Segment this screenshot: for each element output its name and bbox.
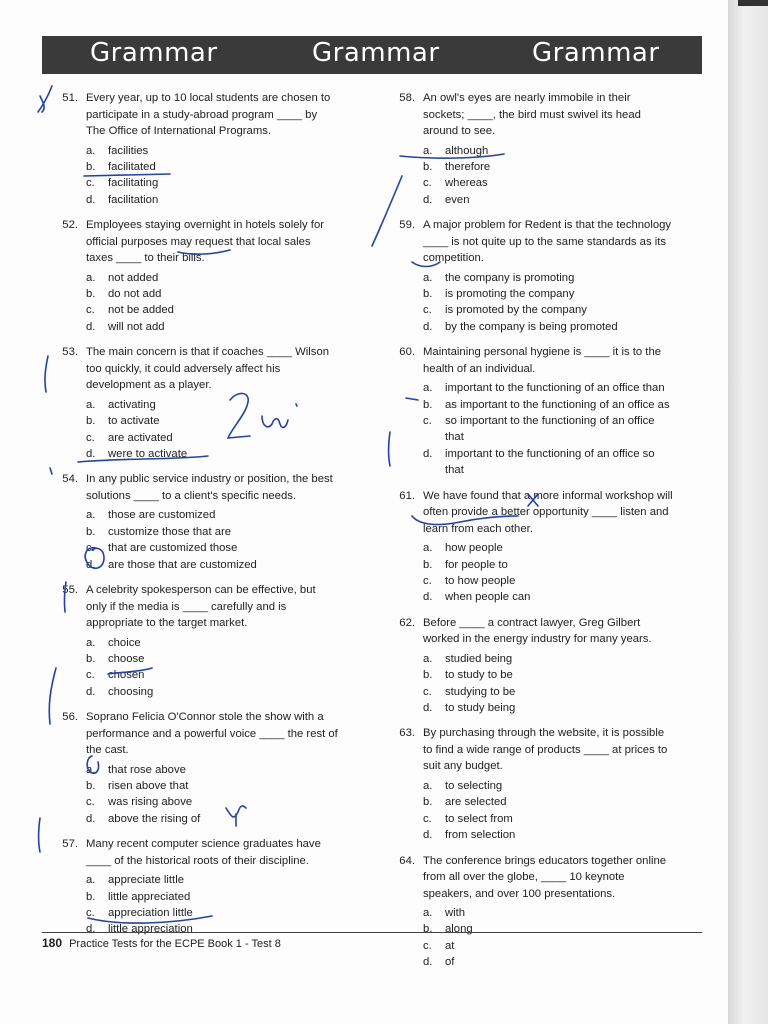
option-letter: d. [423, 591, 433, 604]
question-number: 54. [62, 473, 78, 486]
option-letter: a. [86, 636, 96, 649]
option-text: that are customized those [108, 542, 238, 555]
answer-option [86, 159, 338, 175]
answer-option [423, 397, 675, 413]
option-text: to selecting [445, 779, 503, 792]
answer-option [423, 446, 675, 479]
answer-option [423, 380, 675, 396]
option-letter: c. [423, 939, 432, 952]
option-text: to study being [445, 702, 516, 715]
option-text: choosing [108, 685, 154, 698]
question-text: We have found that a more informal workshop will often provide a better opportunity ____ listen and learn from each other. [423, 489, 673, 535]
question-number: 62. [399, 616, 415, 629]
option-letter: a. [86, 398, 96, 411]
question-number: 58. [399, 92, 415, 104]
option-text: as important to the functioning of an office as [445, 398, 670, 411]
option-text: although [445, 144, 489, 157]
option-text: was rising above [108, 796, 193, 809]
option-letter: d. [86, 812, 96, 825]
option-letter: b. [423, 160, 433, 173]
option-letter: c. [423, 177, 432, 190]
question-item [385, 853, 675, 971]
question-text: Maintaining personal hygiene is ____ it is to the health of an individual. [423, 346, 662, 375]
question-item [48, 709, 338, 827]
option-letter: b. [423, 923, 433, 936]
question-item [385, 488, 675, 606]
option-letter: b. [423, 398, 433, 411]
question-text: In any public service industry or position, the best solutions ____ to a client's specific needs. [86, 473, 333, 502]
option-letter: c. [423, 685, 432, 698]
option-text: how people [445, 542, 503, 555]
answer-option [86, 319, 338, 335]
book-title: Practice Tests for the ECPE Book 1 - Test 8 [69, 938, 281, 950]
option-letter: c. [423, 575, 432, 587]
question-text: Employees staying overnight in hotels solely for official purposes may request that local sales taxes ____ to their bills. [86, 219, 324, 265]
answer-option [86, 872, 338, 888]
option-text: to study to be [445, 669, 513, 682]
question-text: Soprano Felicia O'Connor stole the show with a performance and a powerful voice ____ the rest of the cast. [86, 711, 338, 757]
option-letter: c. [86, 669, 95, 682]
option-letter: b. [423, 558, 433, 571]
option-text: studying to be [445, 685, 516, 698]
answer-option [423, 143, 675, 159]
question-item [385, 90, 675, 208]
answer-option [423, 175, 675, 191]
answer-option [423, 413, 675, 446]
banner-word-2: Grammar [312, 38, 440, 68]
option-text: facilities [108, 144, 149, 157]
question-text: A celebrity spokesperson can be effective, but only if the media is ____ carefully and is appropriate to the target market. [86, 584, 316, 629]
answer-option [423, 270, 675, 286]
option-text: appreciate little [108, 874, 184, 887]
question-text: By purchasing through the website, it is possible to find a wide range of products ____ at prices to suit any budget. [423, 727, 668, 773]
answer-option [423, 192, 675, 208]
answer-option [86, 811, 338, 827]
option-text: were to activate [108, 447, 188, 460]
answer-option [423, 651, 675, 667]
option-text: along [445, 923, 473, 936]
right-question-column [385, 90, 675, 980]
question-text: The conference brings educators together online from all over the globe, ____ 10 keynote speakers, and over 100 presentations. [423, 854, 667, 900]
option-letter: b. [86, 780, 96, 793]
answer-option [423, 667, 675, 683]
question-item [48, 836, 338, 938]
answer-option [86, 397, 338, 413]
question-number: 59. [399, 219, 415, 232]
question-item [385, 344, 675, 478]
option-text: is promoting the company [445, 288, 575, 301]
question-item [48, 90, 338, 208]
question-number: 63. [399, 727, 415, 740]
option-letter: d. [423, 829, 433, 842]
option-letter: b. [86, 160, 96, 173]
question-item [48, 344, 338, 462]
option-text: with [445, 907, 466, 920]
answer-option [86, 413, 338, 429]
option-text: that rose above [108, 763, 186, 776]
option-letter: c. [86, 177, 95, 190]
option-letter: d. [423, 193, 433, 206]
page-footer [42, 932, 702, 950]
option-letter: b. [86, 525, 96, 538]
question-number: 53. [62, 346, 78, 359]
answer-option [86, 430, 338, 446]
question-text: Many recent computer science graduates have ____ of the historical roots of their discipline. [86, 838, 321, 867]
section-banner [42, 36, 702, 74]
option-text: do not add [108, 288, 162, 301]
option-letter: b. [86, 415, 96, 428]
answer-option [86, 667, 338, 683]
answer-option [86, 557, 338, 573]
option-letter: b. [86, 288, 96, 301]
option-text: to activate [108, 415, 160, 428]
option-text: facilitation [108, 193, 159, 206]
option-text: facilitating [108, 177, 159, 190]
option-letter: d. [86, 685, 96, 698]
option-text: at [445, 939, 455, 952]
answer-option [86, 286, 338, 302]
scan-page-edge [728, 0, 768, 1024]
question-number: 60. [399, 346, 415, 359]
option-text: studied being [445, 652, 513, 665]
option-text: little appreciated [108, 890, 191, 903]
answer-option [86, 446, 338, 462]
answer-option [423, 540, 675, 556]
option-text: important to the functioning of an office so that [445, 447, 655, 477]
answer-option [86, 175, 338, 191]
option-text: those are customized [108, 509, 216, 522]
option-letter: a. [86, 874, 96, 887]
option-letter: a. [86, 763, 96, 776]
answer-option [423, 778, 675, 794]
option-letter: b. [423, 669, 433, 682]
question-number: 55. [62, 584, 78, 596]
option-text: by the company is being promoted [445, 320, 618, 333]
option-letter: b. [423, 288, 433, 301]
option-text: not be added [108, 304, 174, 317]
question-item [48, 217, 338, 335]
answer-option [423, 557, 675, 573]
option-text: facilitated [108, 160, 156, 173]
option-text: risen above that [108, 780, 189, 793]
option-letter: a. [423, 542, 433, 555]
option-text: choose [108, 652, 145, 665]
answer-option [86, 889, 338, 905]
option-letter: d. [86, 558, 96, 571]
option-text: to select from [445, 812, 513, 825]
banner-word-3: Grammar [532, 38, 660, 68]
option-text: choice [108, 636, 141, 649]
option-text: of [445, 956, 455, 969]
scan-edge-shadow [738, 0, 768, 6]
answer-option [86, 651, 338, 667]
option-letter: d. [86, 320, 96, 333]
question-item [385, 725, 675, 843]
question-text: A major problem for Redent is that the technology ____ is not quite up to the same standards as its competition. [423, 219, 672, 265]
answer-option [86, 302, 338, 318]
question-number: 51. [62, 92, 78, 104]
option-letter: c. [86, 431, 95, 444]
option-text: not added [108, 271, 159, 284]
option-text: for people to [445, 558, 508, 571]
answer-option [86, 540, 338, 556]
question-number: 64. [399, 854, 415, 867]
answer-option [86, 684, 338, 700]
answer-option [423, 905, 675, 921]
option-letter: b. [86, 890, 96, 903]
answer-option [423, 159, 675, 175]
answer-option [86, 778, 338, 794]
option-text: above the rising of [108, 812, 201, 825]
option-text: even [445, 193, 470, 206]
answer-option [423, 573, 675, 589]
option-letter: a. [86, 271, 96, 284]
banner-word-1: Grammar [90, 38, 218, 68]
question-text: Before ____ a contract lawyer, Greg Gilbert worked in the energy industry for many years. [423, 616, 652, 646]
question-number: 57. [62, 838, 78, 851]
option-text: are activated [108, 431, 173, 444]
option-letter: d. [423, 956, 433, 969]
answer-option [423, 684, 675, 700]
option-letter: a. [423, 382, 433, 395]
option-text: is promoted by the company [445, 304, 587, 317]
answer-option [86, 794, 338, 810]
option-letter: a. [423, 652, 433, 665]
option-text: are selected [445, 796, 507, 809]
option-text: are those that are customized [108, 558, 257, 571]
option-letter: d. [423, 447, 433, 460]
option-text: customize those that are [108, 525, 232, 538]
option-letter: d. [86, 447, 96, 460]
option-letter: a. [86, 144, 96, 157]
question-text: An owl's eyes are nearly immobile in their sockets; ____, the bird must swivel its head around to see. [423, 92, 641, 137]
option-text: important to the functioning of an office than [445, 382, 665, 395]
option-letter: c. [423, 812, 432, 825]
question-text: Every year, up to 10 local students are chosen to participate in a study-abroad program ____ by The Office of International Programs. [86, 92, 331, 137]
option-text: activating [108, 398, 156, 411]
answer-option [423, 319, 675, 335]
option-letter: c. [423, 304, 432, 317]
option-text: little appreciation [108, 923, 193, 936]
option-letter: a. [423, 907, 433, 920]
option-text: to how people [445, 575, 516, 587]
answer-option [86, 507, 338, 523]
answer-option [86, 143, 338, 159]
question-number: 56. [62, 711, 78, 724]
question-text: The main concern is that if coaches ____ Wilson too quickly, it could adversely affect his development as a player. [86, 346, 330, 392]
option-letter: c. [86, 796, 95, 809]
option-letter: d. [86, 193, 96, 206]
option-text: the company is promoting [445, 271, 575, 284]
answer-option [423, 700, 675, 716]
option-text: therefore [445, 160, 491, 173]
question-item [48, 582, 338, 700]
answer-option [86, 762, 338, 778]
question-number: 52. [62, 219, 78, 232]
option-letter: b. [86, 652, 96, 665]
answer-option [423, 302, 675, 318]
option-text: when people can [445, 591, 531, 604]
option-letter: d. [423, 320, 433, 333]
option-text: from selection [445, 829, 516, 842]
answer-option [86, 192, 338, 208]
answer-option [423, 811, 675, 827]
answer-option [423, 827, 675, 843]
option-letter: d. [423, 702, 433, 715]
answer-option [86, 905, 338, 921]
question-item [385, 615, 675, 717]
option-letter: a. [423, 271, 433, 284]
answer-option [86, 635, 338, 651]
option-text: chosen [108, 669, 145, 682]
left-question-column [48, 90, 338, 947]
option-letter: c. [423, 415, 432, 428]
option-text: will not add [108, 320, 165, 333]
option-letter: a. [86, 509, 96, 522]
option-letter: a. [423, 144, 433, 157]
answer-option [86, 524, 338, 540]
option-text: so important to the functioning of an office that [445, 415, 655, 444]
answer-option [423, 286, 675, 302]
option-letter: c. [86, 304, 95, 317]
answer-option [423, 589, 675, 605]
question-number: 61. [399, 489, 415, 502]
option-letter: d. [86, 923, 96, 936]
option-letter: c. [86, 907, 95, 920]
answer-option [423, 954, 675, 970]
option-letter: c. [86, 542, 95, 555]
answer-option [423, 794, 675, 810]
page-number: 180 [42, 936, 63, 950]
option-letter: b. [423, 796, 433, 809]
option-text: whereas [445, 177, 488, 190]
answer-option [86, 270, 338, 286]
option-letter: a. [423, 779, 433, 792]
option-text: appreciation little [108, 907, 193, 920]
question-item [385, 217, 675, 335]
question-item [48, 471, 338, 573]
